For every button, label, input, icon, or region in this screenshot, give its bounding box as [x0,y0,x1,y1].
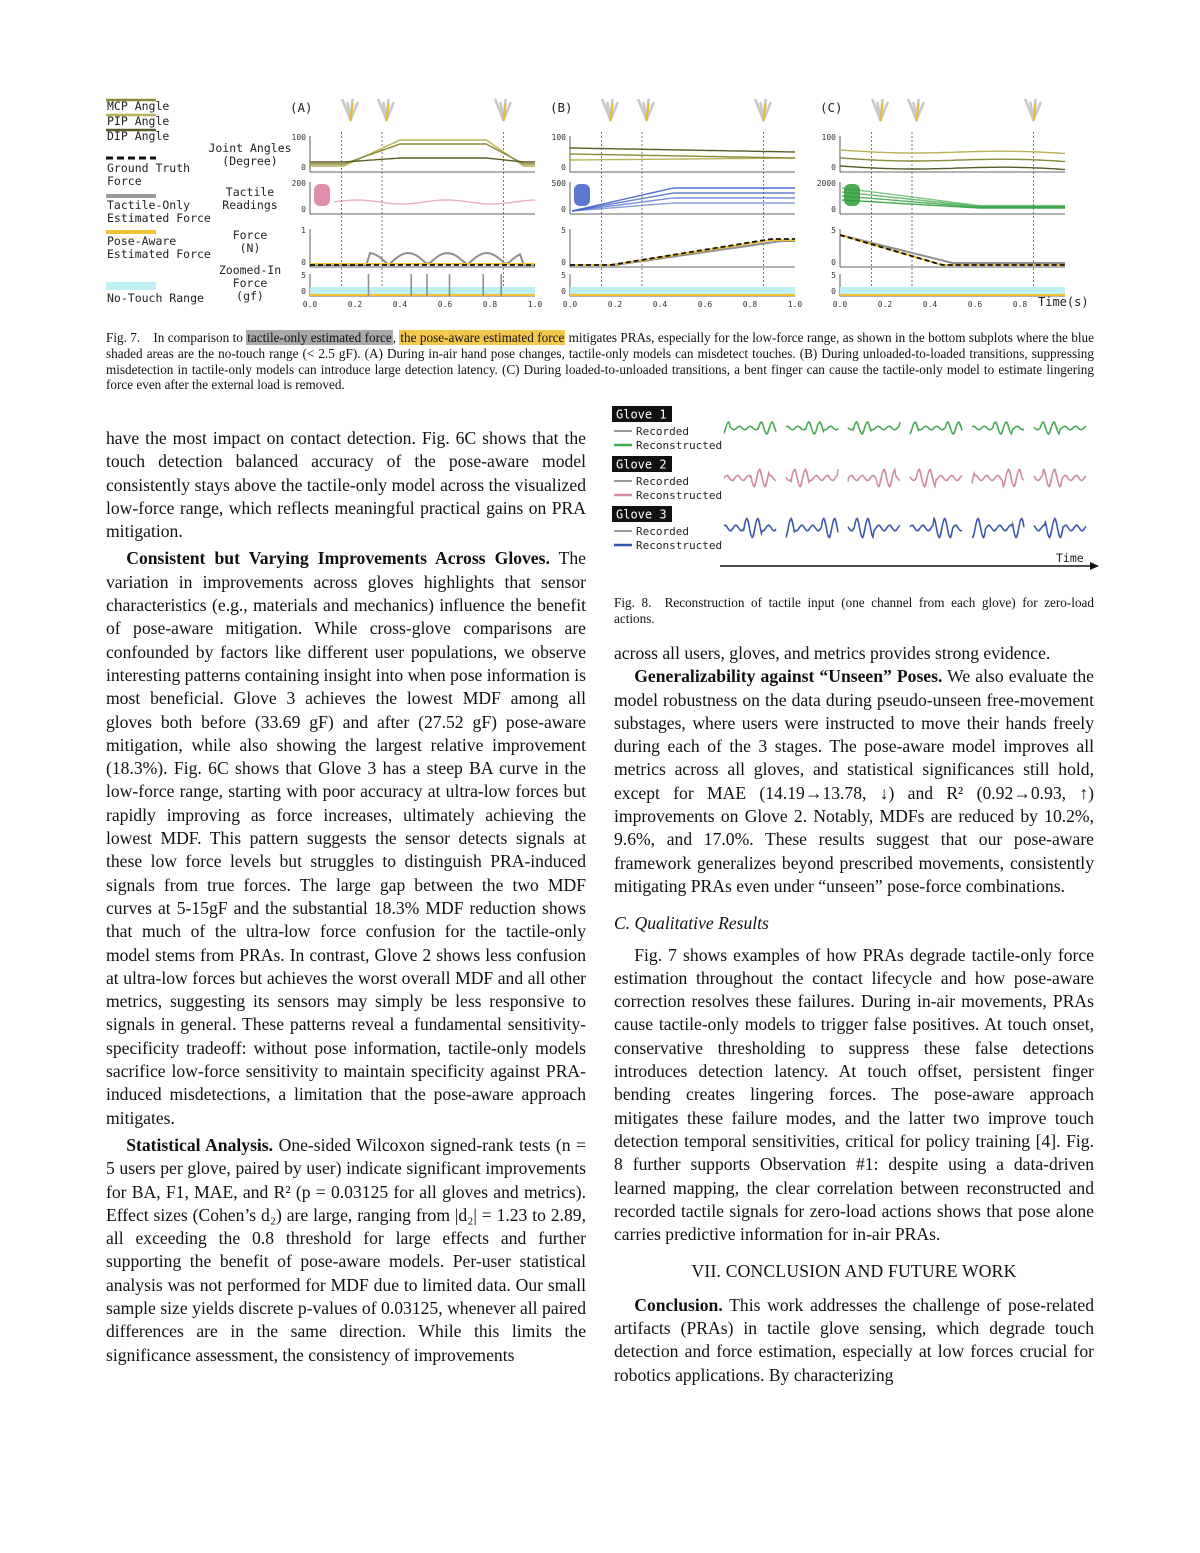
tick-label-x: 0.0 [562,300,578,309]
reconstructed-signal [972,422,1024,433]
caption-highlight-pose-aware: the pose-aware estimated force [400,330,565,345]
joint-angle-line [840,150,1065,154]
legend-tactile-only: Tactile-Only Estimated Force [107,198,211,225]
subsection-title: C. Qualitative Results [614,913,769,934]
tick-label-x: 0.2 [347,300,363,309]
recorded-signal [972,518,1024,538]
fig8-rows [612,406,1086,552]
glove-tag: Glove 2 [616,457,667,472]
tick-label-y: 200 [291,179,306,188]
tick-label-x: 0.6 [437,300,453,309]
legend-mcp: MCP Angle [107,99,170,113]
joint-angle-line [570,148,795,152]
reconstructed-signal [848,519,900,537]
legend-reconstructed: Reconstructed [636,439,723,452]
glove-sensor-icon [574,184,590,206]
legend-recorded: Recorded [636,425,689,438]
heading-generalizability: Generalizability against “Unseen” Poses. [634,666,943,687]
fig7-panels [290,100,1065,309]
joint-angle-line [840,158,1065,162]
reconstructed-signal [848,422,900,433]
hand-pose-icon [379,100,394,120]
glove-sensor-icon [844,184,860,206]
panel-label: (B) [550,100,573,115]
reconstructed-signal [910,422,962,433]
heading-gloves: Consistent but Varying Improvements Across Gloves. [126,548,550,569]
paragraph-qualitative: Fig. 7 shows examples of how PRAs degrade tactile-only force estimation throughout the contact lifecycle and how pose-aware correction resolves these failures. During in-air movements, PRAs cause tactile-only models to trigger false positives. At touch onset, conservative thresholding to suppress these false detections introduces detection latency. At touch offset, persistent finger bending creates lingering forces. The pose-aware approach mitigates these failure modes, and the latter two improve touch detection temporal sensitivities, critical for policy training [4]. Fig. 8 further supports Observation #1: despite using a data-driven learned mapping, the clear correlation between reconstructed and recorded tactile signals for zero-load actions shows that pose alone carries predictive information for in-air PRAs. [614,944,1094,1245]
tick-label-x: 0.8 [742,300,758,309]
legend-pip: PIP Angle [107,114,170,128]
paragraph-generalizability [614,665,1094,898]
tick-label-y: 0 [301,205,306,214]
tick-label-y: 5 [831,226,836,235]
panel-label: (C) [820,100,843,115]
tick-label-y: 5 [561,226,566,235]
fig8-caption: Fig. 8. Reconstruction of tactile input (one channel from each glove) for zero-load actions. [614,595,1094,626]
tick-label-x: 0.6 [967,300,983,309]
tick-label-x: 0.0 [302,300,318,309]
tactile-reading-line [842,188,1065,206]
tick-label-y: 0 [561,258,566,267]
tick-label-x: 0.8 [482,300,498,309]
fig7-panel-1 [550,100,802,309]
tick-label-x: 0.2 [877,300,893,309]
reconstructed-signal [786,519,838,537]
legend-pose-aware: Pose-Aware Estimated Force [107,234,211,261]
hand-pose-icon [496,100,511,120]
joint-angle-line [310,144,535,164]
joint-angle-line [570,158,795,160]
glove-sensor-icon [314,184,330,206]
tick-label-x: 1.0 [527,300,543,309]
legend-no-touch: No-Touch Range [107,291,204,305]
tick-label-y: 5 [301,271,306,280]
tick-label-y: 0 [561,163,566,172]
fig7-panel-0 [290,100,542,309]
reconstructed-signal [910,470,962,486]
body-statistics: One-sided Wilcoxon signed-rank tests (n = 5 users per glove, paired by user) indicate significant improvements for BA, F1, MAE, and R² (p = 0.03125 for all gloves and metrics). Effect sizes (Cohen’s d₂) are large, ranging from |d₂| = 1.23 to 2.89, all exceeding the 0.8 threshold for large effects and further supporting the benefit of pose-aware models. Per-user statistical analysis was not performed for MDF due to limited data. Our small sample size yields discrete p-values of 0.03125, whenever all paired differences are in the same direction. While this limits the significance assessment, the consistency of improvements [106,1134,587,1365]
right-column [614,642,1094,1387]
paragraph-intro: have the most impact on contact detection. Fig. 6C shows that the touch detection balanced accuracy of the pose-aware model consistently stays above the tactile-only model across the visualized low-force range, which reflects meaningful practical gains on PRA mitigation. [106,428,586,542]
tick-label-y: 500 [551,179,566,188]
legend-reconstructed: Reconstructed [636,489,723,502]
tick-label-y: 100 [551,133,566,142]
tick-label-y: 0 [831,163,836,172]
body-conclusion: This work addresses the challenge of pose-related artifacts (PRAs) in tactile glove sensing, which degrade touch detection and force estimation, especially at low forces crucial for robotics applications. By characterizing [614,1294,1094,1385]
joint-angle-line [840,166,1065,170]
ground-truth-force-line [840,235,1065,265]
tick-label-x: 0.0 [832,300,848,309]
tick-label-y: 100 [291,133,306,142]
tick-label-y: 0 [831,287,836,296]
fig7-legend [106,99,211,305]
figure-7 [100,92,1100,314]
caption-text: Fig. 7. In comparison to [106,330,247,345]
row-label-joint: Joint Angles (Degree) [208,141,292,168]
glove-tag: Glove 1 [616,407,667,422]
figure-8 [612,404,1102,576]
tick-label-y: 2000 [816,179,836,188]
tick-label-y: 0 [561,287,566,296]
tick-label-y: 100 [821,133,836,142]
legend-reconstructed: Reconstructed [636,539,723,552]
paragraph-statistics [106,1134,586,1367]
reconstructed-signal [1034,422,1086,433]
heading-statistics: Statistical Analysis. [126,1134,274,1155]
tactile-reading-line [334,200,535,204]
paragraph-conclusion [614,1294,1094,1387]
tick-label-y: 0 [831,205,836,214]
tick-label-x: 0.8 [1012,300,1028,309]
reconstructed-signal [786,470,838,486]
fig7-time-label: Time(s) [1038,295,1089,309]
tick-label-x: 0.4 [652,300,668,309]
left-column [106,427,586,1367]
row-label-tactile: Tactile Readings [222,185,278,212]
tick-label-x: 0.2 [607,300,623,309]
hand-pose-icon [873,100,888,120]
tick-label-y: 1 [301,226,306,235]
reconstructed-signal [848,470,900,486]
legend-dip: DIP Angle [107,129,170,143]
pose-aware-force-line [840,235,1065,265]
heading-conclusion: Conclusion. [634,1294,723,1315]
tactile-reading-line [572,188,795,211]
fig8-time-label: Time [1056,551,1084,565]
paragraph-evidence: across all users, gloves, and metrics provides strong evidence. [614,643,1051,663]
reconstructed-signal [786,422,838,433]
fig7-panel-2 [817,100,1065,309]
tick-label-y: 5 [831,271,836,280]
caption-text: mitigates PRAs, especially for the low-force range, as shown in the bottom subplots where the blue shaded areas are the no-touch range (< 2.5 gF). (A) During in-air hand pose changes, tactile-only models can misdetect touches. (B) During unloaded-to-loaded transitions, suppressing misdetection in tactile-only models can introduce large detection latency. (C) During loaded-to-unloaded transitions, a bent finger can cause the tactile-only model to estimate lingering force even after the external load is removed. [106,330,1094,393]
fig8-row-glove-1 [612,406,1086,452]
legend-ground-truth: Ground Truth Force [107,161,191,188]
tick-label-y: 5 [561,271,566,280]
tick-label-y: 0 [301,287,306,296]
tick-label-x: 0.6 [697,300,713,309]
fig7-caption [106,330,1094,393]
tick-label-y: 0 [831,258,836,267]
hand-pose-icon [1026,100,1041,120]
tick-label-x: 1.0 [787,300,803,309]
tick-label-x: 0.4 [392,300,408,309]
reconstructed-signal [972,519,1024,537]
body-gloves: The variation in improvements across gloves highlights that sensor characteristics (e.g., materials and mechanics) influence the benefit of pose-aware mitigation. While cross-glove comparisons are confounded by factors like different user populations, we observe interesting patterns containing insight into when pose information is most beneficial. Glove 3 achieves the lowest MDF among all gloves both before (33.69 gF) and after (27.52 gF) pose-aware mitigation, while also showing the largest relative improvement (18.3%). Fig. 6C shows that Glove 3 has a steep BA curve in the low-force range, starting with poor accuracy at ultra-low forces but rapidly improving as force increases, ultimately achieving the lowest MDF. This pattern suggests the sensor detects signals at these low force levels but struggles to distinguish PRA-induced signals from true forces. The large gap between the two MDF curves at 5-15gF and the substantial 18.3% MDF reduction shows that much of the ultra-low force confusion for the tactile-only model stems from PRAs. In contrast, Glove 2 shows less confusion at ultra-low forces but achieves the worst overall MDF and all other metrics, suggesting its sensors may simply be less responsive to signals in general. These patterns reveal a fundamental sensitivity-specificity tradeoff: without pose information, tactile-only models sacrifice low-force sensitivity to maintain specificity against PRA-induced misdetections, a limitation that the pose-aware approach mitigates. [106,548,586,1128]
row-label-zoom: Zoomed-In Force (gf) [218,263,282,303]
tick-label-x: 0.4 [922,300,938,309]
fig8-row-glove-3 [612,506,1086,552]
hand-pose-icon [639,100,654,120]
panel-label: (A) [290,100,313,115]
fig8-row-glove-2 [612,456,1086,502]
tick-label-y: 0 [301,163,306,172]
reconstructed-signal [724,519,776,537]
legend-recorded: Recorded [636,475,689,488]
reconstructed-signal [1034,470,1086,486]
joint-angle-line [570,154,795,158]
section-title: VII. CONCLUSION AND FUTURE WORK [691,1261,1017,1282]
hand-pose-icon [603,100,618,120]
reconstructed-signal [724,422,776,433]
hand-pose-icon [343,100,358,120]
row-label-force: Force (N) [232,228,268,255]
tick-label-y: 0 [561,205,566,214]
tactile-only-force-line [840,235,1065,263]
fig7-row-labels [208,141,291,303]
caption-text: , [392,330,400,345]
tick-label-y: 0 [301,258,306,267]
body-generalizability: We also evaluate the model robustness on the data during pseudo-unseen free-movement substages, where users were instructed to move their hands freely during each of the 3 stages. The pose-aware model improves all metrics across all gloves, and statistical significances still hold, except for MAE (14.19→13.78, ↓) and R² (0.92→0.93, ↑) improvements on Glove 2. Notably, MDFs are reduced by 10.2%, 9.6%, and 17.0%. These results suggest that our pose-aware framework generalizes beyond prescribed movements, consistently mitigating PRAs even under “unseen” pose-force combinations. [614,666,1094,896]
joint-angle-line [310,158,535,162]
paragraph-gloves [106,547,586,1129]
reconstructed-signal [1034,519,1086,537]
glove-tag: Glove 3 [616,507,667,522]
caption-highlight-tactile-only: tactile-only estimated force [247,330,392,345]
hand-pose-icon [756,100,771,120]
legend-recorded: Recorded [636,525,689,538]
hand-pose-icon [909,100,924,120]
